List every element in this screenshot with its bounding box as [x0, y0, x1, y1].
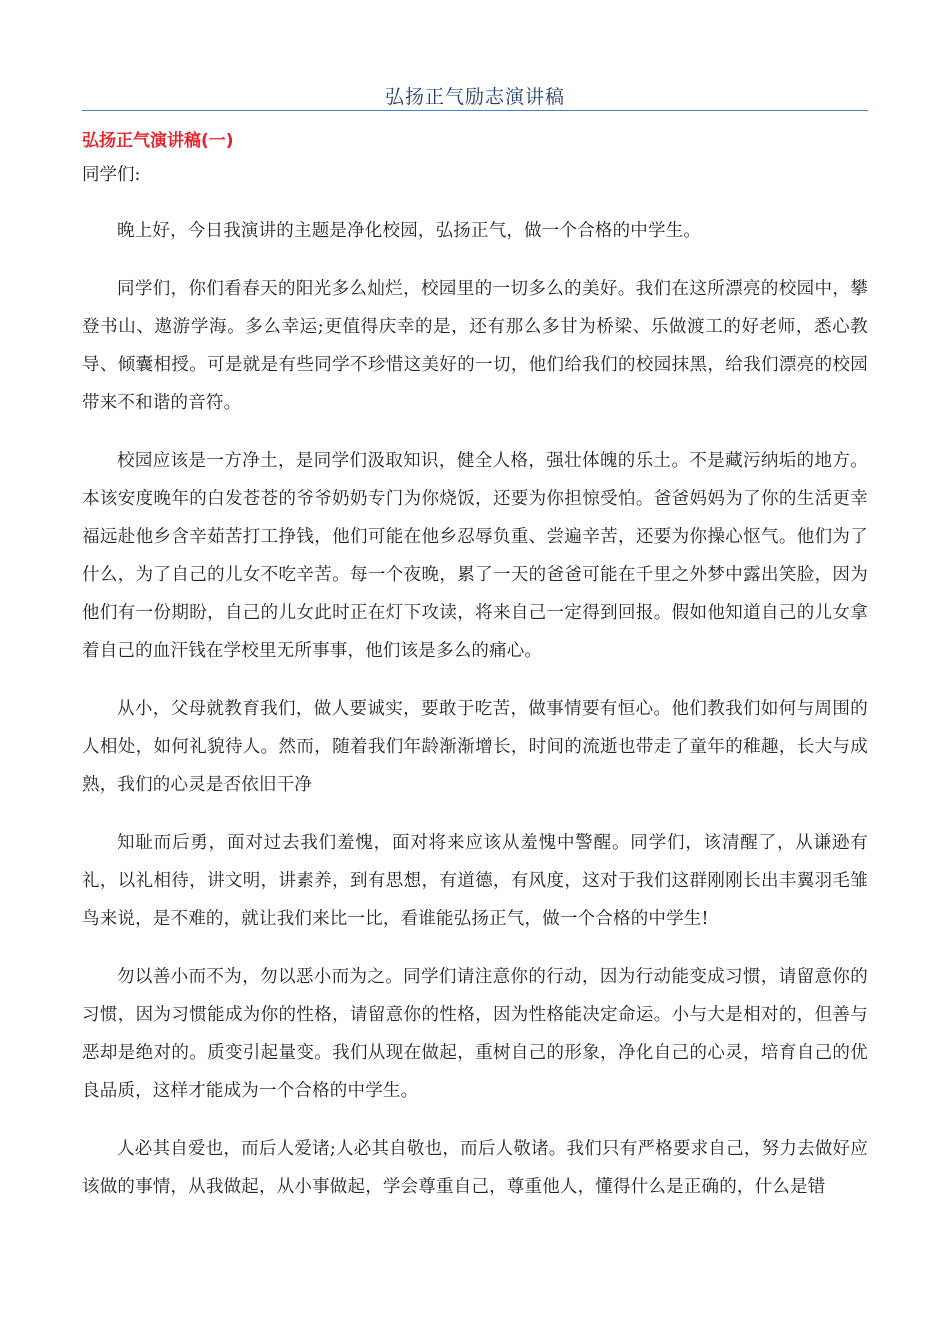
paragraph: 人必其自爱也，而后人爱诸;人必其自敬也，而后人敬诸。我们只有严格要求自己，努力去做好应该做的事情，从我做起，从小事做起，学会尊重自己，尊重他人，懂得什么是正确的，什么是错	[82, 1139, 868, 1197]
document-body	[82, 126, 868, 1206]
paragraph: 勿以善小而不为，勿以恶小而为之。同学们请注意你的行动，因为行动能变成习惯，请留意你的习惯，因为习惯能成为你的性格，请留意你的性格，因为性格能决定命运。小与大是相对的，但善与恶却是绝对的。质变引起量变。我们从现在做起，重树自己的形象，净化自己的心灵，培育自己的优良品质，这样才能成为一个合格的中学生。	[82, 967, 868, 1101]
header-divider	[82, 110, 868, 111]
paragraph: 知耻而后勇，面对过去我们羞愧，面对将来应该从羞愧中警醒。同学们，该清醒了，从谦逊有礼，以礼相待，讲文明，讲素养，到有思想，有道德，有风度，这对于我们这群刚刚长出丰翼羽毛雏鸟来说，是不难的，就让我们来比一比，看谁能弘扬正气，做一个合格的中学生!	[82, 833, 868, 929]
section-title: 弘扬正气演讲稿(一)	[82, 131, 234, 151]
paragraph: 校园应该是一方净土，是同学们汲取知识，健全人格，强壮体魄的乐土。不是藏污纳垢的地方。本该安度晚年的白发苍苍的爷爷奶奶专门为你烧饭，还要为你担惊受怕。爸爸妈妈为了你的生活更幸福远赴他乡含辛茹苦打工挣钱，他们可能在他乡忍辱负重、尝遍辛苦，还要为你操心怄气。他们为了什么，为了自己的儿女不吃辛苦。每一个夜晚，累了一天的爸爸可能在千里之外梦中露出笑脸，因为他们有一份期盼，自己的儿女此时正在灯下攻读，将来自己一定得到回报。假如他知道自己的儿女拿着自己的血汗钱在学校里无所事事，他们该是多么的痛心。	[82, 451, 868, 661]
paragraph: 晚上好，今日我演讲的主题是净化校园，弘扬正气，做一个合格的中学生。	[117, 221, 702, 241]
salutation: 同学们:	[82, 165, 141, 185]
header-title: 弘扬正气励志演讲稿	[384, 86, 565, 108]
paragraph: 同学们，你们看春天的阳光多么灿烂，校园里的一切多么的美好。我们在这所漂亮的校园中，攀登书山、遨游学海。多么幸运;更值得庆幸的是，还有那么多甘为桥梁、乐做渡工的好老师，悉心教导、倾囊相授。可是就是有些同学不珍惜这美好的一切，他们给我们的校园抹黑，给我们漂亮的校园带来不和谐的音符。	[82, 279, 868, 413]
paragraph: 从小，父母就教育我们，做人要诚实，要敢于吃苦，做事情要有恒心。他们教我们如何与周围的人相处，如何礼貌待人。然而，随着我们年龄渐渐增长，时间的流逝也带走了童年的稚趣，长大与成熟，我们的心灵是否依旧干净	[82, 699, 868, 795]
